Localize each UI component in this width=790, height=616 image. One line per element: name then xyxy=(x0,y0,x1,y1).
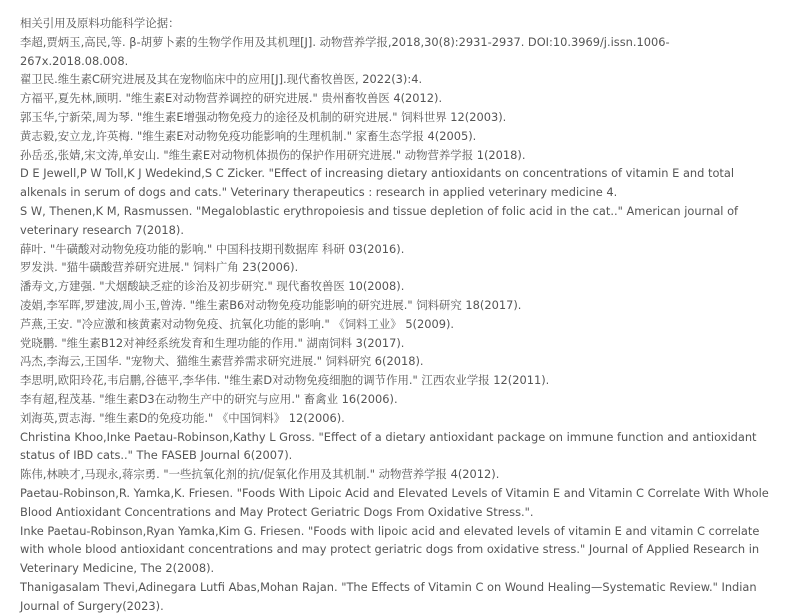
reference-item: D E Jewell,P W Toll,K J Wedekind,S C Zicker. "Effect of increasing dietary antioxidants on concentrations of vitamin E and total alkenals in serum of dogs and cats." Veterinary therapeutics : research in applied veterinary medicine 4. xyxy=(20,166,735,200)
reference-item: 潘寿文,方建强. "犬烟酸缺乏症的诊治及初步研究." 现代畜牧兽医 10(2008). xyxy=(20,279,405,294)
reference-item: 冯杰,李海云,王国华. "宠物犬、猫维生素营养需求研究进展." 饲料研究 6(2018). xyxy=(20,354,424,369)
reference-item: 孙岳丞,张婧,宋文涛,单安山. "维生素E对动物机体损伤的保护作用研究进展." 动物营养学报 1(2018). xyxy=(20,147,526,162)
reference-item: 陈伟,林映才,马现永,蒋宗勇. "一些抗氧化剂的抗/促氧化作用及其机制." 动物营养学报 4(2012). xyxy=(20,467,500,482)
reference-item: 党晓鹏. "维生素B12对神经系统发育和生理功能的作用." 湖南饲料 3(2017). xyxy=(20,335,405,350)
reference-item: 方福平,夏先林,顾明. "维生素E对动物营养调控的研究进展." 贵州畜牧兽医 4(2012). xyxy=(20,91,443,106)
reference-item: Christina Khoo,Inke Paetau-Robinson,Kathy L Gross. "Effect of a dietary antioxidant package on immune function and antioxidant status of IBD cats.." The FASEB Journal 6(2007). xyxy=(20,429,757,463)
references-heading: 相关引用及原料功能科学论据： xyxy=(20,16,180,30)
reference-item: 芦燕,王安. "冷应激和核黄素对动物免疫、抗氧化功能的影响." 《饲料工业》 5(2009). xyxy=(20,316,455,331)
reference-list xyxy=(20,33,770,616)
reference-item: 李超,贾炳玉,高民,等. β-胡萝卜素的生物学作用及其机理[J]. 动物营养学报,2018,30(8):2931-2937. DOI:10.3969/j.issn.1006-267x.2018.08.008. xyxy=(20,34,670,68)
reference-item: 薛叶. "牛磺酸对动物免疫功能的影响." 中国科技期刊数据库 科研 03(2016). xyxy=(20,241,405,256)
reference-item: 李思明,欧阳玲花,韦启鹏,谷德平,李华伟. "维生素D对动物免疫细胞的调节作用." 江西农业学报 12(2011). xyxy=(20,373,550,388)
reference-item: 凌娟,李军晖,罗建波,周小玉,曾涛. "维生素B6对动物免疫功能影响的研究进展." 饲料研究 18(2017). xyxy=(20,297,522,312)
reference-item: S W, Thenen,K M, Rasmussen. "Megaloblastic erythropoiesis and tissue depletion of folic acid in the cat.." American journal of veterinary research 7(2018). xyxy=(20,203,739,237)
reference-item: Inke Paetau-Robinson,Ryan Yamka,Kim G. Friesen. "Foods with lipoic acid and elevated levels of vitamin E and vitamin C correlate with whole blood antioxidant concentrations and may protect geriatric dogs from oxidative stress." Journal of Applied Research in Veterinary Medicine, The 2(2008). xyxy=(20,523,760,576)
reference-item: 罗发洪. "猫牛磺酸营养研究进展." 饲料广角 23(2006). xyxy=(20,260,299,275)
reference-item: 黄志毅,安立龙,许英梅. "维生素E对动物免疫功能影响的生理机制." 家畜生态学报 4(2005). xyxy=(20,128,477,143)
reference-item: Paetau-Robinson,R. Yamka,K. Friesen. "Foods With Lipoic Acid and Elevated Levels of Vitamin E and Vitamin C Correlate With Whole Blood Antioxidant Concentrations and May Protect Geriatric Dogs From Oxidative Stress.". xyxy=(20,485,769,519)
reference-item: 刘海英,贾志海. "维生素D的免疫功能." 《中国饲料》 12(2006). xyxy=(20,410,345,425)
reference-item: 郭玉华,宁新荣,周为琴. "维生素E增强动物免疫力的途径及机制的研究进展." 饲料世界 12(2003). xyxy=(20,109,507,124)
reference-item: 翟卫民.维生素C研究进展及其在宠物临床中的应用[J].现代畜牧兽医, 2022(3):4. xyxy=(20,72,423,87)
reference-item: 李有超,程茂基. "维生素D3在动物生产中的研究与应用." 畜禽业 16(2006). xyxy=(20,391,398,406)
reference-item: Thanigasalam Thevi,Adinegara Lutfi Abas,Mohan Rajan. "The Effects of Vitamin C on Wound Healing—Systematic Review." Indian Journal of Surgery(2023). xyxy=(20,579,757,613)
